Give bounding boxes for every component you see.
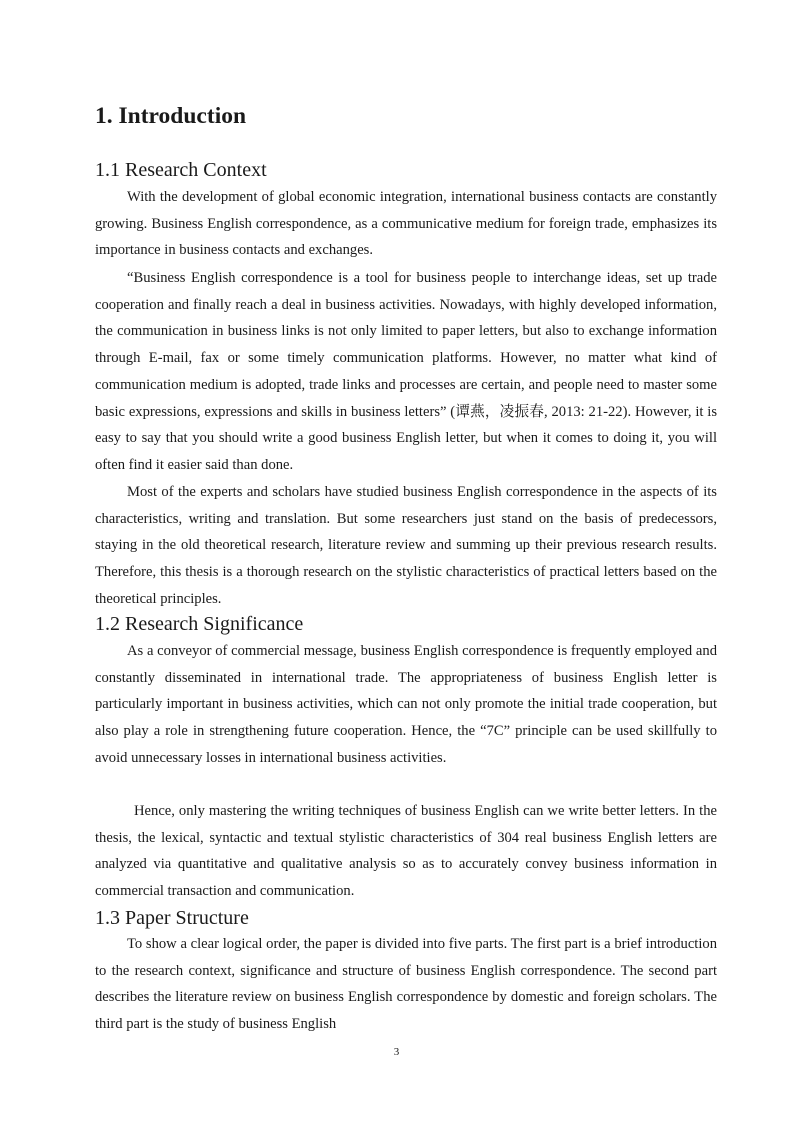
paragraph: As a conveyor of commercial message, business English correspondence is frequently employed and constantly disseminated in international trade. The appropriateness of business English letter is particularly important in business activities, which can not only promote the initial trade cooperation, but also play a role in strengthening future cooperation. Hence, the “7C” principle can be used skillfully to avoid unnecessary losses in international business activities. xyxy=(95,643,717,766)
paragraph: “Business English correspondence is a tool for business people to interchange ideas, set up trade cooperation and finally reach a deal in business activities. Nowadays, with highly developed information, the communication in business links is not only limited to paper letters, but also to exchange information through E-mail, fax or some timely communication platforms. However, no matter what kind of communication medium is adopted, trade links and processes are certain, and people need to master some basic expressions, expressions and skills in business letters” (谭燕，凌振春, 2013: 21-22). However, it is easy to say that you should write a good business English letter, but when it comes to doing it, you will often find it easier said than done. xyxy=(95,270,717,473)
section-title-research-context: 1.1 Research Context xyxy=(95,159,267,181)
section-title-paper-structure: 1.3 Paper Structure xyxy=(95,907,249,929)
paragraph: To show a clear logical order, the paper is divided into five parts. The first part is a brief introduction to the research context, significance and structure of business English correspondence. The second part describes the literature review on business English correspondence by domestic and foreign scholars. The third part is the study of business English xyxy=(95,936,717,1033)
chapter-heading: 1. Introduction xyxy=(95,103,247,129)
paragraph: Hence, only mastering the writing techniques of business English can we write better letters. In the thesis, the lexical, syntactic and textual stylistic characteristics of 304 real business English letters are analyzed via quantitative and qualitative analysis so as to accurately convey business information in commercial transaction and communication. xyxy=(95,803,717,900)
paragraph: With the development of global economic integration, international business contacts are constantly growing. Business English correspondence, as a communicative medium for foreign trade, emphasizes its importance in business contacts and exchanges. xyxy=(95,189,717,259)
section-title-research-significance: 1.2 Research Significance xyxy=(95,613,304,635)
paragraph: Most of the experts and scholars have studied business English correspondence in the aspects of its characteristics, writing and translation. But some researchers just stand on the basis of predecessors, staying in the old theoretical research, literature review and summing up their previous research results. Therefore, this thesis is a thorough research on the stylistic characteristics of practical letters based on the theoretical principles. xyxy=(95,484,717,607)
page-number: 3 xyxy=(393,1046,400,1058)
